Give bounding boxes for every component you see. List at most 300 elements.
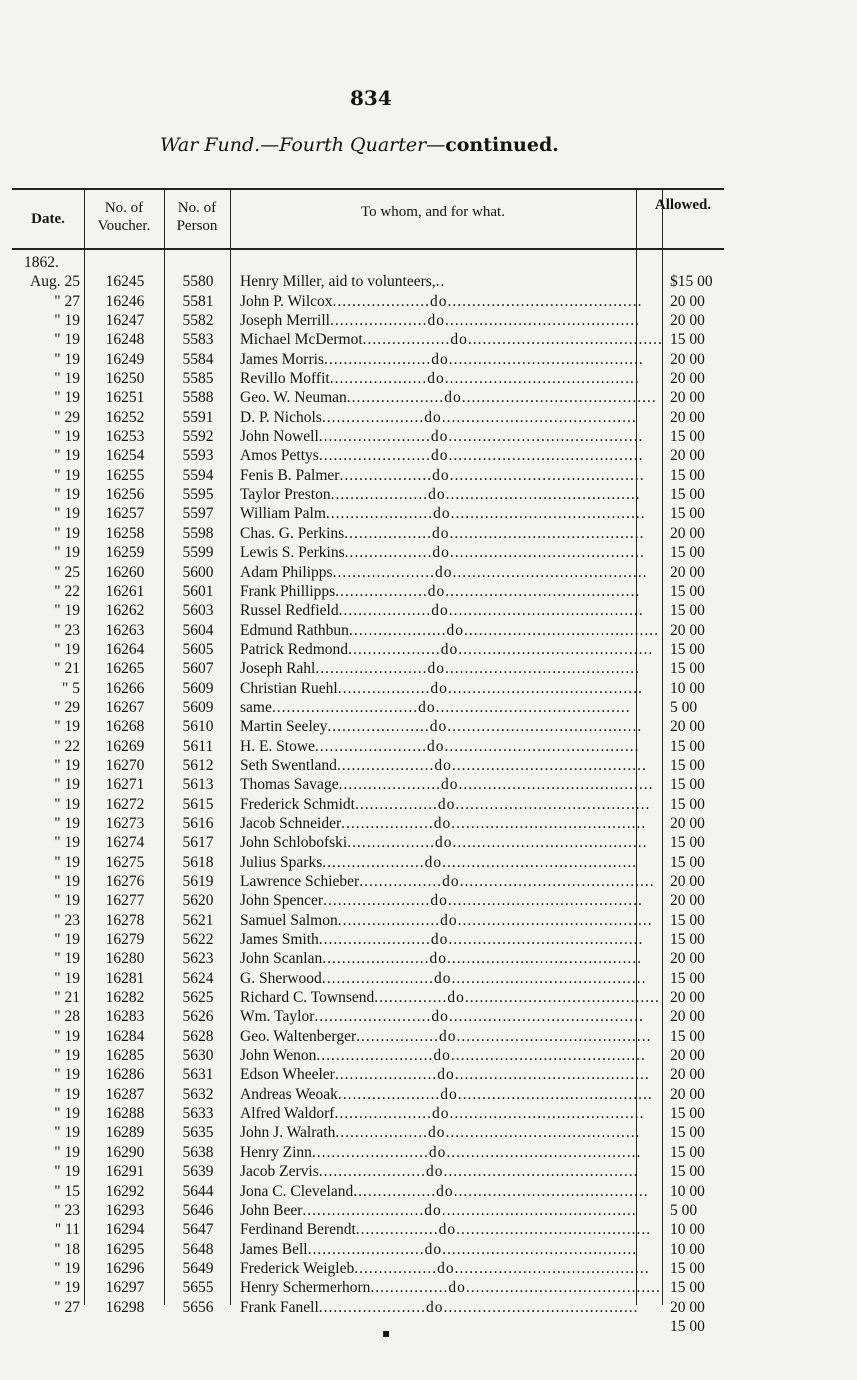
allowed-amount-cell [670, 369, 740, 388]
dot-leader: ........................................ [442, 1240, 638, 1258]
date-cell: " 5 [62, 679, 80, 697]
table-row [0, 1220, 857, 1239]
table-row [0, 330, 857, 349]
allowed-amount-cell [670, 640, 740, 659]
purpose-cell [240, 427, 644, 446]
purpose-cell [240, 1220, 652, 1239]
purpose-cell [240, 1046, 646, 1065]
allowed-amount-cell [670, 717, 740, 736]
amount-dollars: 15 [670, 1163, 686, 1181]
dot-leader: ........................................ [444, 660, 640, 678]
payee-name: William Palm [240, 505, 326, 523]
allowed-amount-cell [670, 969, 740, 988]
dot-leader: ..................... [334, 1066, 438, 1084]
voucher-number-cell: 16252 [105, 408, 145, 426]
dot-leader: .................... [332, 292, 431, 310]
amount-dollars: 20 [670, 892, 686, 910]
allowed-amount-cell [670, 350, 740, 369]
ditto-mark: do [437, 1066, 455, 1084]
dot-leader: ........................................ [456, 1221, 652, 1239]
voucher-number-cell: 16296 [105, 1259, 145, 1277]
payee-name: Ferdinand Berendt [240, 1221, 356, 1239]
dot-leader: ................... [335, 1124, 428, 1142]
date-cell: " 19 [54, 892, 80, 910]
table-row [0, 737, 857, 756]
person-number-cell: 5603 [182, 602, 214, 620]
person-number-cell: 5613 [182, 776, 214, 794]
allowed-amount-cell [670, 1085, 740, 1104]
dot-leader: ........................................ [445, 582, 641, 600]
dot-leader: ........................................ [461, 389, 657, 407]
purpose-cell [240, 601, 644, 620]
allowed-amount-cell [670, 621, 740, 640]
dot-leader: .. [435, 273, 446, 291]
dot-leader: ........................................ [444, 737, 640, 755]
voucher-number-cell: 16248 [105, 331, 145, 349]
amount-cents: 00 [689, 679, 705, 697]
voucher-number-cell: 16292 [105, 1182, 145, 1200]
purpose-cell [240, 737, 640, 756]
ditto-mark: do [431, 524, 450, 542]
date-cell: " 19 [54, 1279, 80, 1297]
amount-dollars: 20 [670, 718, 686, 736]
dot-leader: ................ [370, 1279, 449, 1297]
voucher-number-cell: 16274 [105, 834, 145, 852]
payee-name: John Spencer [240, 892, 324, 910]
person-number-cell: 5584 [182, 350, 214, 368]
payee-name: Patrick Redmond [240, 640, 349, 658]
payee-name: Henry Zinn [240, 1143, 312, 1161]
dot-leader: ...................... [323, 350, 432, 368]
dot-leader: ................... [341, 814, 434, 832]
date-cell: " 19 [54, 718, 80, 736]
amount-dollars: 20 [670, 389, 686, 407]
voucher-number-cell: 16256 [105, 486, 145, 504]
heading-fund: War Fund. [160, 134, 261, 156]
dot-leader: ........................ [307, 1240, 425, 1258]
date-cell: " 19 [54, 505, 80, 523]
voucher-number-cell: 16261 [105, 582, 145, 600]
amount-cents: 00 [689, 505, 705, 523]
amount-cents: 00 [689, 389, 705, 407]
dot-leader: ........................................ [448, 602, 644, 620]
payee-name: Russel Redfield [240, 602, 339, 620]
table-row [0, 1278, 857, 1297]
table-row [0, 891, 857, 910]
dot-leader: ........................................ [448, 447, 644, 465]
date-cell: " 19 [54, 370, 80, 388]
amount-dollars: 15 [670, 931, 686, 949]
date-cell: " 19 [54, 1047, 80, 1065]
dot-leader: ........................................ [467, 331, 663, 349]
dot-leader: ........................................ [445, 486, 641, 504]
voucher-number-cell: 16291 [105, 1163, 145, 1181]
amount-dollars: 15 [670, 544, 686, 562]
table-row [0, 388, 857, 407]
purpose-cell [240, 1298, 639, 1317]
date-cell: " 19 [54, 1066, 80, 1084]
purpose-cell [240, 524, 645, 543]
amount-dollars: 15 [670, 756, 686, 774]
payee-name: Henry Schermerhorn [240, 1279, 371, 1297]
amount-dollars: 15 [670, 1027, 686, 1045]
dot-leader: ........................................ [448, 1008, 644, 1026]
dot-leader: ........................................ [448, 350, 644, 368]
ditto-mark: do [428, 486, 446, 504]
dot-leader: ........................................ [448, 931, 644, 949]
purpose-cell [240, 272, 632, 291]
payee-name: John P. Wilcox [240, 292, 333, 310]
date-cell: " 19 [54, 1163, 80, 1181]
person-number-cell: 5656 [182, 1298, 214, 1316]
amount-cents: 00 [689, 621, 705, 639]
table-row [0, 253, 857, 272]
amount-cents: 00 [689, 1259, 705, 1277]
allowed-amount-cell [670, 311, 740, 330]
purpose-cell [240, 350, 644, 369]
table-row [0, 795, 857, 814]
voucher-number-cell: 16297 [105, 1279, 145, 1297]
allowed-amount-cell [670, 1220, 740, 1239]
dot-leader: ........................................ [447, 892, 643, 910]
date-cell: " 19 [54, 1085, 80, 1103]
date-cell: " 19 [54, 486, 80, 504]
amount-dollars: 15 [670, 1317, 686, 1335]
dot-leader: ................. [355, 1221, 439, 1239]
voucher-number-cell: 16262 [105, 602, 145, 620]
amount-dollars: 15 [670, 776, 686, 794]
allowed-amount-cell [670, 949, 740, 968]
table-row [0, 911, 857, 930]
amount-cents: 00 [689, 1027, 705, 1045]
person-number-cell: 5604 [182, 621, 214, 639]
voucher-number-cell: 16259 [105, 544, 145, 562]
purpose-cell [240, 1143, 642, 1162]
person-number-cell: 5594 [182, 466, 214, 484]
dot-leader: ..................... [337, 911, 441, 929]
amount-cents: 00 [689, 1143, 705, 1161]
amount-dollars: 15 [670, 795, 686, 813]
dot-leader: ................. [353, 1182, 437, 1200]
person-number-cell: 5621 [182, 911, 214, 929]
allowed-amount-cell [670, 1123, 740, 1142]
payee-name: Frederick Weigleb [240, 1259, 355, 1277]
amount-dollars: 20 [670, 370, 686, 388]
ditto-mark: do [424, 408, 442, 426]
payee-name: Revillo Moffit [240, 370, 330, 388]
dot-leader: ................... [338, 602, 432, 620]
date-cell: " 19 [54, 312, 80, 330]
ditto-mark: do [440, 911, 458, 929]
table-header-rule [12, 248, 724, 250]
purpose-cell [240, 969, 647, 988]
person-number-cell: 5598 [182, 524, 214, 542]
person-number-cell: 5611 [182, 737, 214, 755]
dot-leader: ..................... [338, 776, 441, 794]
date-cell: Aug. 25 [30, 273, 80, 291]
dot-leader: ....................... [314, 737, 428, 755]
ditto-mark: do [427, 1124, 446, 1142]
date-cell: " 19 [54, 466, 80, 484]
purpose-cell [240, 853, 638, 872]
dot-leader: ........................................ [463, 621, 659, 639]
ditto-mark: do [430, 447, 449, 465]
payee-name: Seth Swentland [240, 756, 337, 774]
ditto-mark: do [430, 292, 448, 310]
person-number-cell: 5618 [182, 853, 214, 871]
person-number-cell: 5646 [182, 1201, 214, 1219]
allowed-amount-cell [670, 1259, 740, 1278]
amount-cents: 00 [689, 563, 705, 581]
table-row [0, 1317, 857, 1336]
dot-leader: ...................... [323, 892, 431, 910]
date-cell: " 19 [54, 814, 80, 832]
person-number-cell: 5592 [182, 428, 214, 446]
payee-name: Edmund Rathbun [240, 621, 349, 639]
dot-leader: ........................................ [454, 1066, 650, 1084]
dot-leader: ........................................ [451, 814, 647, 832]
ditto-mark: do [430, 931, 449, 949]
dot-leader: ........................................ [441, 1201, 637, 1219]
dot-leader: ........................................ [451, 756, 647, 774]
ditto-mark: do [438, 1027, 457, 1045]
allowed-amount-cell [670, 1162, 740, 1181]
ditto-mark: do [447, 989, 465, 1007]
ditto-mark: do [433, 814, 452, 832]
dot-leader: ........................................ [449, 466, 645, 484]
dot-leader: ...................... [318, 1163, 427, 1181]
ditto-mark: do [427, 370, 445, 388]
dot-leader: ........................................ [457, 911, 653, 929]
dot-leader: ......................... [302, 1201, 425, 1219]
ditto-mark: do [444, 389, 462, 407]
ditto-mark: do [424, 1240, 443, 1258]
allowed-amount-cell [670, 563, 740, 582]
amount-cents: 00 [689, 486, 705, 504]
amount-dollars: 5 [670, 1201, 678, 1219]
amount-cents: 00 [689, 660, 705, 678]
dot-leader: ........................................ [443, 1298, 639, 1316]
voucher-number-cell: 16267 [105, 698, 145, 716]
allowed-amount-cell [670, 1278, 740, 1297]
amount-dollars: 15 [670, 660, 686, 678]
table-row [0, 563, 857, 582]
date-cell: " 19 [54, 602, 80, 620]
ditto-mark: do [424, 1201, 442, 1219]
allowed-amount-cell [670, 795, 740, 814]
payee-name: James Morris [240, 350, 324, 368]
date-cell: " 19 [54, 428, 80, 446]
amount-dollars: 15 [670, 1279, 686, 1297]
voucher-number-cell: 16245 [105, 273, 145, 291]
purpose-cell [240, 582, 641, 601]
ditto-mark: do [431, 350, 449, 368]
date-cell: " 19 [54, 350, 80, 368]
ditto-mark: do [440, 776, 459, 794]
table-row [0, 833, 857, 852]
allowed-amount-cell [670, 524, 740, 543]
amount-dollars: 20 [670, 563, 686, 581]
person-number-cell: 5631 [182, 1066, 214, 1084]
table-row [0, 311, 857, 330]
voucher-number-cell: 16255 [105, 466, 145, 484]
amount-cents: 00 [689, 292, 705, 310]
dot-leader: ........................................ [441, 408, 637, 426]
ditto-mark: do [428, 1143, 447, 1161]
voucher-number-cell: 16294 [105, 1221, 145, 1239]
purpose-cell [240, 1259, 650, 1278]
dot-leader: ..................... [332, 563, 435, 581]
voucher-number-cell: 16271 [105, 776, 145, 794]
ditto-mark: do [433, 505, 451, 523]
table-row [0, 814, 857, 833]
date-cell: " 19 [54, 795, 80, 813]
allowed-amount-cell [670, 891, 740, 910]
purpose-cell [240, 330, 663, 349]
dot-leader: ........................................ [450, 1047, 646, 1065]
allowed-amount-cell [670, 1182, 740, 1201]
table-row [0, 1046, 857, 1065]
voucher-number-cell: 16247 [105, 312, 145, 330]
table-row [0, 350, 857, 369]
purpose-cell [240, 543, 645, 562]
dot-leader: ........................................ [435, 698, 631, 716]
person-number-cell: 5616 [182, 814, 214, 832]
amount-cents: 00 [689, 1105, 705, 1123]
table-row [0, 427, 857, 446]
payee-name: Jona C. Cleveland [240, 1182, 354, 1200]
payee-name: Geo. Waltenberger [240, 1027, 357, 1045]
dot-leader: ........................................ [452, 834, 648, 852]
dot-leader: .................... [329, 312, 428, 330]
person-number-cell: 5630 [182, 1047, 214, 1065]
page-heading [160, 134, 640, 156]
dot-leader: ....................... [321, 969, 434, 987]
amount-cents: 00 [689, 408, 705, 426]
date-cell: " 19 [54, 1027, 80, 1045]
page-mark: ▪ [382, 1326, 391, 1340]
voucher-number-cell: 16257 [105, 505, 145, 523]
date-cell: " 25 [54, 563, 80, 581]
ditto-mark: do [424, 853, 443, 871]
amount-cents: 00 [689, 544, 705, 562]
allowed-amount-cell [670, 756, 740, 775]
voucher-number-cell: 16283 [105, 1008, 145, 1026]
date-cell: " 29 [54, 408, 80, 426]
person-number-cell: 5628 [182, 1027, 214, 1045]
person-number-cell: 5623 [182, 950, 214, 968]
allowed-amount-cell [670, 408, 740, 427]
payee-name: Julius Sparks [240, 853, 323, 871]
voucher-number-cell: 16273 [105, 814, 145, 832]
person-number-cell: 5593 [182, 447, 214, 465]
table-row [0, 543, 857, 562]
ditto-mark: do [431, 1105, 450, 1123]
amount-dollars: 15 [670, 428, 686, 446]
ditto-mark: do [429, 950, 447, 968]
purpose-cell [240, 504, 646, 523]
voucher-number-cell: 16295 [105, 1240, 145, 1258]
dot-leader: ..................... [327, 718, 430, 736]
dot-leader: ........................ [314, 1008, 432, 1026]
page-number: 834 [350, 86, 392, 110]
voucher-number-cell: 16270 [105, 756, 145, 774]
dot-leader: ................. [354, 1259, 438, 1277]
payee-name: same [240, 698, 272, 716]
amount-dollars: 20 [670, 873, 686, 890]
allowed-amount-cell [670, 698, 740, 717]
ditto-mark: do [418, 698, 436, 716]
date-cell: " 21 [54, 660, 80, 678]
allowed-amount-cell [670, 1317, 740, 1336]
amount-cents: 00 [697, 273, 713, 291]
amount-cents: 00 [689, 1182, 705, 1200]
date-cell: " 19 [54, 544, 80, 562]
date-cell: " 19 [54, 640, 80, 658]
table-row [0, 1123, 857, 1142]
amount-dollars: 15 [670, 853, 686, 871]
table-row [0, 1085, 857, 1104]
allowed-amount-cell [670, 582, 740, 601]
person-number-cell: 5585 [182, 370, 214, 388]
allowed-amount-cell [670, 1007, 740, 1026]
allowed-amount-cell [670, 601, 740, 620]
allowed-amount-cell [670, 485, 740, 504]
heading-quarter: Fourth Quarter [279, 134, 427, 156]
table-row [0, 698, 857, 717]
dot-leader: ........................................ [446, 950, 642, 968]
payee-name: D. P. Nichols [240, 408, 322, 426]
person-number-cell: 5588 [182, 389, 214, 407]
allowed-amount-cell [670, 737, 740, 756]
allowed-amount-cell [670, 1240, 740, 1259]
voucher-number-cell: 16250 [105, 370, 145, 388]
person-number-cell: 5599 [182, 544, 214, 562]
purpose-cell [240, 388, 657, 407]
table-row [0, 582, 857, 601]
amount-dollars: 20 [670, 814, 686, 832]
voucher-number-cell: 16280 [105, 950, 145, 968]
payee-name: James Smith [240, 931, 319, 949]
amount-dollars: 15 [670, 834, 686, 852]
purpose-cell [240, 1085, 653, 1104]
person-number-cell: 5612 [182, 756, 214, 774]
purpose-cell [240, 930, 644, 949]
amount-cents: 00 [689, 795, 705, 813]
dot-leader: ........................................ [454, 1259, 650, 1277]
ditto-mark: do [437, 1259, 455, 1277]
date-cell: " 11 [54, 1221, 80, 1239]
amount-cents: 00 [689, 873, 705, 890]
payee-name: Joseph Merrill [240, 312, 330, 330]
payee-name: Richard C. Townsend [240, 989, 375, 1007]
amount-cents: 00 [689, 350, 705, 368]
dot-leader: ........................................ [443, 1163, 639, 1181]
ditto-mark: do [436, 1182, 454, 1200]
amount-dollars: 20 [670, 1008, 686, 1026]
person-number-cell: 5580 [182, 273, 214, 291]
voucher-number-cell: 16287 [105, 1085, 145, 1103]
ditto-mark: do [434, 834, 453, 852]
allowed-amount-cell [670, 1143, 740, 1162]
payee-name: G. Sherwood [240, 969, 322, 987]
dot-leader: ........................................ [447, 679, 643, 697]
dot-leader: .................. [347, 834, 435, 852]
payee-name: Adam Philipps [240, 563, 333, 581]
purpose-cell [240, 911, 653, 930]
payee-name: Alfred Waldorf [240, 1105, 335, 1123]
allowed-amount-cell [670, 446, 740, 465]
